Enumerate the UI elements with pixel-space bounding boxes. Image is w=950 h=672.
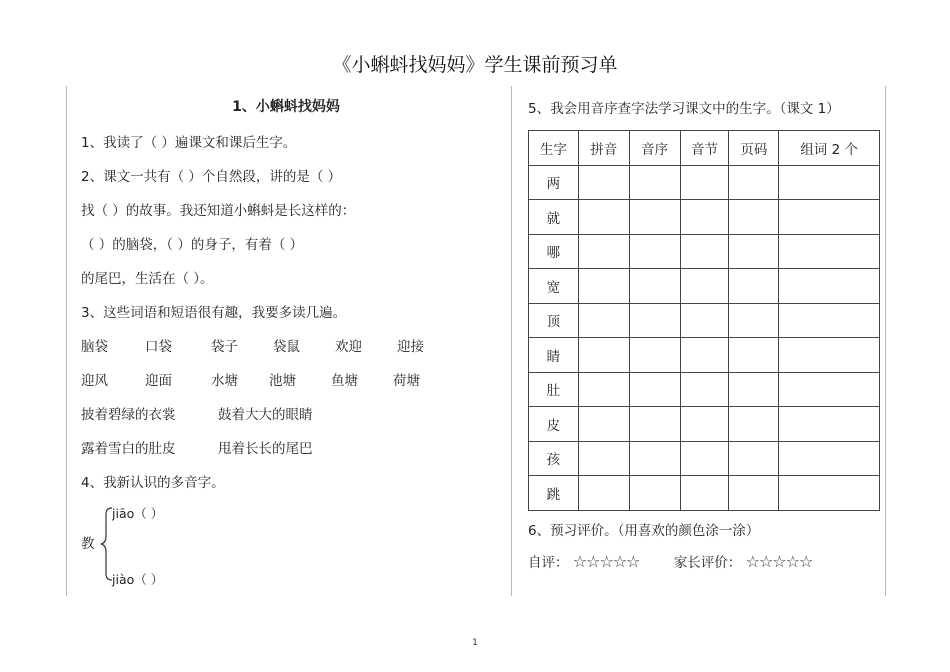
question-2-line-2: 找（ ）的故事。我还知道小蝌蚪是长这样的： bbox=[81, 203, 356, 219]
char-cell: 睛 bbox=[529, 338, 579, 373]
pinyin-cell[interactable] bbox=[578, 303, 629, 338]
syllable-cell[interactable] bbox=[680, 234, 729, 269]
words-cell[interactable] bbox=[779, 441, 880, 476]
syllable-cell[interactable] bbox=[680, 441, 729, 476]
header-cell: 组词 2 个 bbox=[779, 131, 880, 166]
syllable-cell[interactable] bbox=[680, 476, 729, 511]
word: 荷塘 bbox=[393, 373, 420, 389]
words-cell[interactable] bbox=[779, 269, 880, 304]
question-6: 6、预习评价。（用喜欢的颜色涂一涂） bbox=[528, 522, 760, 539]
question-3: 3、这些词语和短语很有趣，我要多读几遍。 bbox=[81, 305, 347, 321]
page-cell[interactable] bbox=[729, 303, 779, 338]
char-cell: 孩 bbox=[529, 441, 579, 476]
syllable-cell[interactable] bbox=[680, 372, 729, 407]
table-row bbox=[529, 303, 880, 338]
pinyin-cell[interactable] bbox=[578, 407, 629, 442]
character-table bbox=[528, 130, 880, 511]
syllable-cell[interactable] bbox=[680, 200, 729, 235]
syllable-cell[interactable] bbox=[680, 269, 729, 304]
word: 欢迎 bbox=[335, 339, 362, 355]
syllable-cell[interactable] bbox=[680, 407, 729, 442]
page-cell[interactable] bbox=[729, 338, 779, 373]
page-cell[interactable] bbox=[729, 441, 779, 476]
page-cell[interactable] bbox=[729, 165, 779, 200]
divider-middle bbox=[511, 86, 512, 596]
char-cell: 皮 bbox=[529, 407, 579, 442]
char-cell: 两 bbox=[529, 165, 579, 200]
pinyin-cell[interactable] bbox=[578, 441, 629, 476]
header-cell: 生字 bbox=[529, 131, 579, 166]
table-row bbox=[529, 165, 880, 200]
char-cell: 顶 bbox=[529, 303, 579, 338]
words-cell[interactable] bbox=[779, 372, 880, 407]
question-4: 4、我新认识的多音字。 bbox=[81, 475, 225, 491]
phrase: 露着雪白的肚皮 bbox=[81, 441, 176, 457]
page-cell[interactable] bbox=[729, 476, 779, 511]
evaluation-row bbox=[528, 549, 880, 575]
word: 迎接 bbox=[397, 339, 424, 355]
phrase-row-2 bbox=[81, 432, 501, 466]
words-cell[interactable] bbox=[779, 165, 880, 200]
words-cell[interactable] bbox=[779, 338, 880, 373]
self-eval-label: 自评： bbox=[528, 554, 569, 571]
words-cell[interactable] bbox=[779, 200, 880, 235]
pinyin-cell[interactable] bbox=[578, 338, 629, 373]
word: 池塘 bbox=[269, 373, 296, 389]
page-number: 1 bbox=[472, 638, 478, 648]
question-2-line-4: 的尾巴，生活在（ ）。 bbox=[81, 271, 214, 287]
order-cell[interactable] bbox=[629, 303, 680, 338]
divider-left bbox=[66, 86, 67, 596]
word: 迎风 bbox=[81, 373, 108, 389]
phrase: 披着碧绿的衣裳 bbox=[81, 407, 176, 423]
left-column bbox=[81, 96, 501, 610]
word: 鱼塘 bbox=[331, 373, 358, 389]
word: 口袋 bbox=[145, 339, 172, 355]
question-2-line-1: 2、课文一共有（ ）个自然段，讲的是（ ） bbox=[81, 169, 342, 185]
pinyin-cell[interactable] bbox=[578, 372, 629, 407]
words-cell[interactable] bbox=[779, 234, 880, 269]
parent-eval-stars[interactable]: ☆☆☆☆☆ bbox=[745, 551, 813, 571]
pinyin-cell[interactable] bbox=[578, 269, 629, 304]
table-row bbox=[529, 407, 880, 442]
pinyin-cell[interactable] bbox=[578, 165, 629, 200]
question-2-line-3: （ ）的脑袋，（ ）的身子，有着（ ） bbox=[81, 237, 304, 253]
page-cell[interactable] bbox=[729, 234, 779, 269]
pinyin-cell[interactable] bbox=[578, 200, 629, 235]
page-cell[interactable] bbox=[729, 372, 779, 407]
table-row bbox=[529, 372, 880, 407]
syllable-cell[interactable] bbox=[680, 303, 729, 338]
word: 脑袋 bbox=[81, 339, 108, 355]
order-cell[interactable] bbox=[629, 234, 680, 269]
phrase: 鼓着大大的眼睛 bbox=[218, 407, 313, 423]
polyphone-block bbox=[81, 500, 501, 610]
pinyin-cell[interactable] bbox=[578, 476, 629, 511]
page-cell[interactable] bbox=[729, 407, 779, 442]
page-title: 《小蝌蚪找妈妈》学生课前预习单 bbox=[332, 54, 618, 76]
syllable-cell[interactable] bbox=[680, 165, 729, 200]
header-cell: 页码 bbox=[729, 131, 779, 166]
words-cell[interactable] bbox=[779, 476, 880, 511]
order-cell[interactable] bbox=[629, 165, 680, 200]
word-row-2 bbox=[81, 364, 501, 398]
char-cell: 就 bbox=[529, 200, 579, 235]
reading-2: jiào（ ） bbox=[112, 572, 164, 587]
table-row bbox=[529, 234, 880, 269]
word: 迎面 bbox=[145, 373, 172, 389]
question-5: 5、我会用音序查字法学习课文中的生字。（课文 1） bbox=[528, 101, 840, 117]
page-cell[interactable] bbox=[729, 269, 779, 304]
char-cell: 宽 bbox=[529, 269, 579, 304]
order-cell[interactable] bbox=[629, 407, 680, 442]
polyphone-char: 教 bbox=[81, 536, 95, 552]
words-cell[interactable] bbox=[779, 303, 880, 338]
char-cell: 跳 bbox=[529, 476, 579, 511]
header-cell: 音节 bbox=[680, 131, 729, 166]
order-cell[interactable] bbox=[629, 476, 680, 511]
order-cell[interactable] bbox=[629, 269, 680, 304]
word-row-1 bbox=[81, 330, 501, 364]
phrase: 甩着长长的尾巴 bbox=[218, 441, 313, 457]
word: 袋子 bbox=[211, 339, 238, 355]
order-cell[interactable] bbox=[629, 441, 680, 476]
word: 袋鼠 bbox=[273, 339, 300, 355]
table-row bbox=[529, 476, 880, 511]
table-row bbox=[529, 441, 880, 476]
question-1: 1、我读了（ ）遍课文和课后生字。 bbox=[81, 135, 297, 151]
syllable-cell[interactable] bbox=[680, 338, 729, 373]
page-cell[interactable] bbox=[729, 200, 779, 235]
divider-right bbox=[885, 86, 886, 596]
phrase-row-1 bbox=[81, 398, 501, 432]
word: 水塘 bbox=[211, 373, 238, 389]
right-column bbox=[528, 96, 880, 575]
self-eval-stars[interactable]: ☆☆☆☆☆ bbox=[572, 551, 640, 571]
char-cell: 肚 bbox=[529, 372, 579, 407]
header-cell: 音序 bbox=[629, 131, 680, 166]
order-cell[interactable] bbox=[629, 200, 680, 235]
reading-1: jiāo（ ） bbox=[112, 506, 164, 521]
table-row bbox=[529, 269, 880, 304]
table-header-row bbox=[529, 131, 880, 166]
pinyin-cell[interactable] bbox=[578, 234, 629, 269]
parent-eval-label: 家长评价： bbox=[673, 554, 742, 571]
table-row bbox=[529, 200, 880, 235]
lesson-heading: 1、小蝌蚪找妈妈 bbox=[232, 99, 340, 115]
char-cell: 哪 bbox=[529, 234, 579, 269]
order-cell[interactable] bbox=[629, 338, 680, 373]
words-cell[interactable] bbox=[779, 407, 880, 442]
order-cell[interactable] bbox=[629, 372, 680, 407]
header-cell: 拼音 bbox=[578, 131, 629, 166]
table-row bbox=[529, 338, 880, 373]
